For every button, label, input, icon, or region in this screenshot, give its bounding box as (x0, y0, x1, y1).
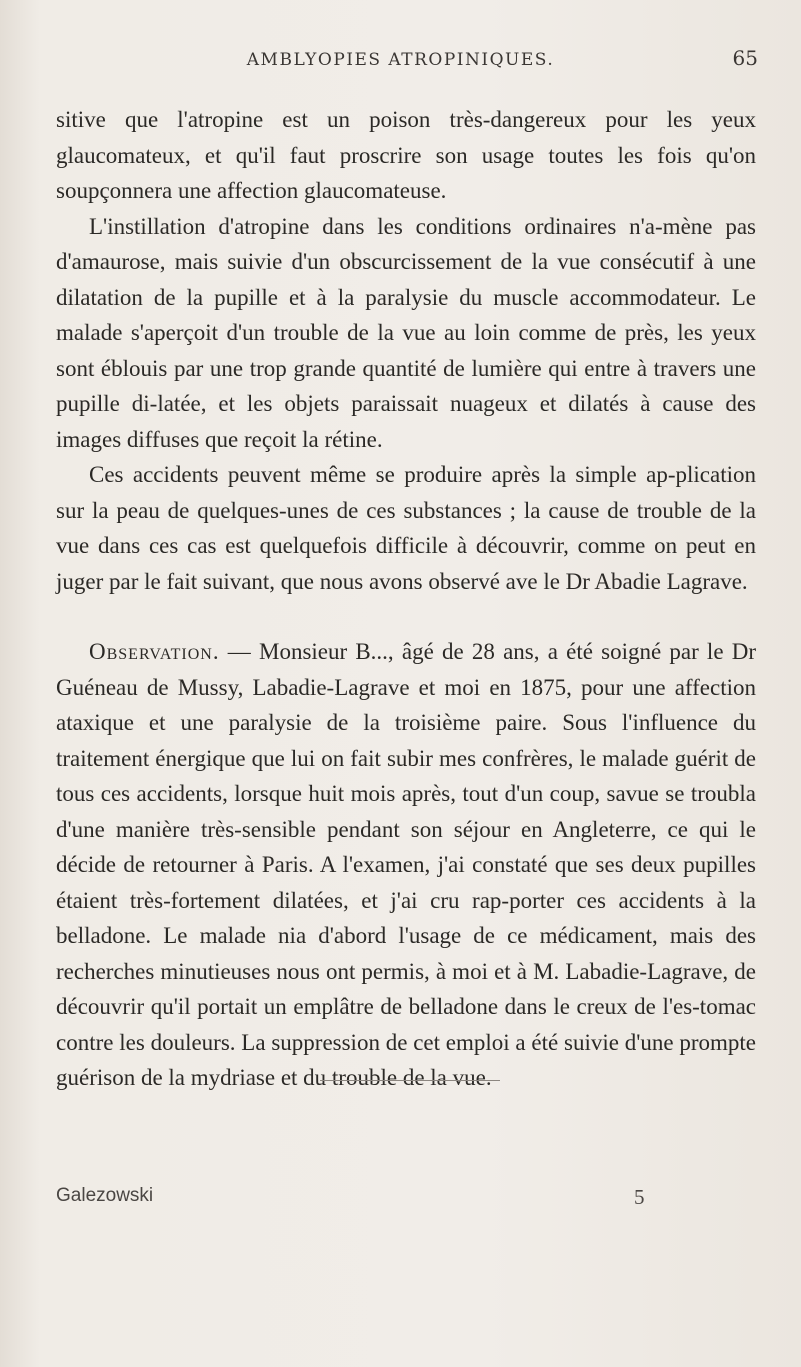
running-header (0, 44, 801, 74)
paragraph-observation (56, 634, 756, 1096)
body-text (56, 102, 756, 1096)
page-number: 65 (732, 46, 758, 70)
section-rule (320, 1080, 500, 1081)
signature-mark: 5 (634, 1185, 645, 1209)
paragraph-accidents: Ces accidents peuvent même se produire après la simple ap-plication sur la peau de quelques-unes de ces substances ; la cause de trouble de la vue dans ces cas est quelquefois difficile à découvrir, comme on peut en juger par le fait suivant, que nous avons observé ave le Dr Abadie Lagrave. (56, 462, 756, 594)
footer-author: Galezowski (56, 1185, 154, 1206)
paragraph-continuation: sitive que l'atropine est un poison très-dangereux pour les yeux glaucomateux, et qu'il faut proscrire son usage toutes les fois qu'on soupçonnera une affection glaucomateuse. (56, 107, 756, 203)
page-footer (56, 1185, 756, 1215)
running-title: AMBLYOPIES ATROPINIQUES. (246, 50, 555, 70)
paragraph-instillation: L'instillation d'atropine dans les conditions ordinaires n'a-mène pas d'amaurose, mais suivie d'un obscurcissement de la vue consécutif à une dilatation de la pupille et à la paralysie du muscle accommodateur. Le malade s'aperçoit d'un trouble de la vue au loin comme de près, les yeux sont éblouis par une trop grande quantité de lumière qui entre à travers une pupille di-latée, et les objets paraissait nuageux et dilatés à cause des images diffuses que reçoit la rétine. (56, 213, 756, 452)
observation-text: — Monsieur B..., âgé de 28 ans, a été soigné par le Dr Guéneau de Mussy, Labadie-Lagrave et moi en 1875, pour une affection ataxique et une paralysie de la troisième paire. Sous l'influence du traitement énergique que lui on fait subir mes confrères, le malade guérit de tous ces accidents, lorsque huit mois après, tout d'un coup, savue se troubla d'une manière très-sensible pendant son séjour en Angleterre, ce qui le décide de retourner à Paris. A l'examen, j'ai constaté que ses deux pupilles étaient très-fortement dilatées, et j'ai cru rap-porter ces accidents à la belladone. Le malade nia d'abord l'usage de ce médicament, mais des recherches minutieuses nous ont permis, à moi et à M. Labadie-Lagrave, de découvrir qu'il portait un emplâtre de belladone dans le creux de l'es-tomac contre les douleurs. La suppression de cet emploi a été suivie d'une prompte guérison de la mydriase et du trouble de la vue. (56, 639, 756, 1090)
observation-label: Observation. (89, 639, 220, 664)
